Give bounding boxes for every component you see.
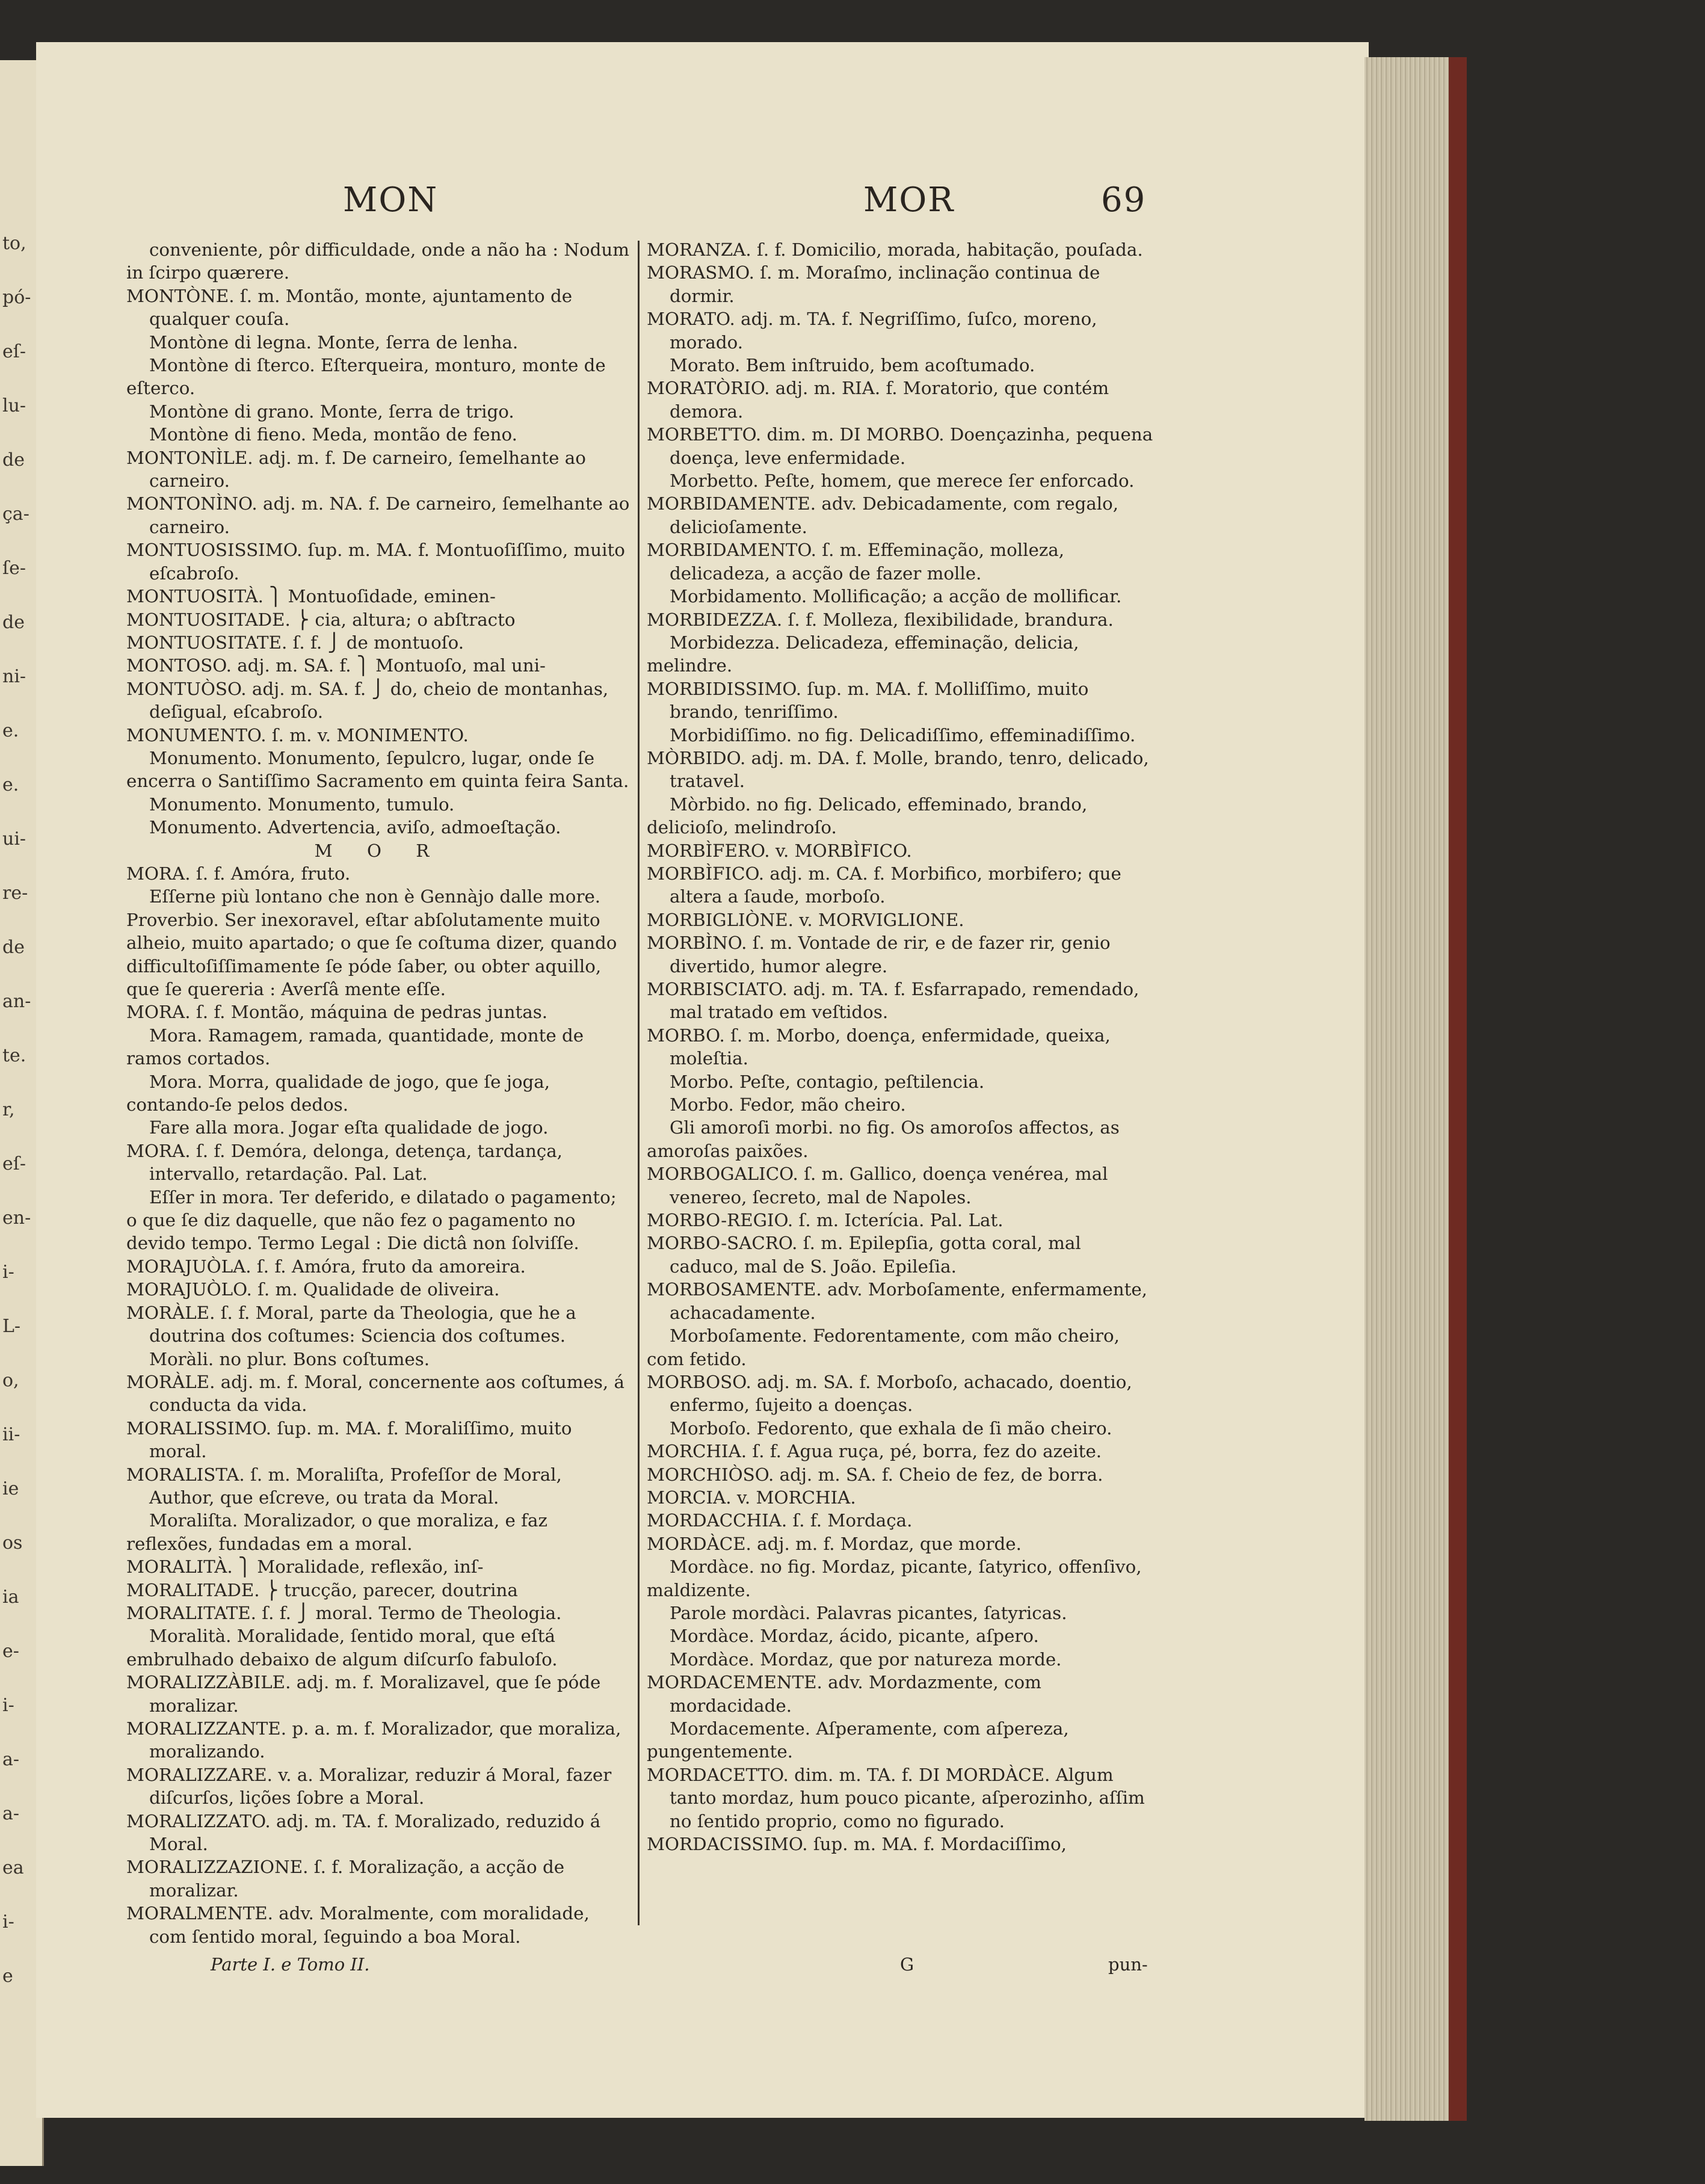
dictionary-entry: Mordàce. Mordaz, que por natureza morde. (670, 1649, 1062, 1670)
dictionary-entry: Morbo. Fedor, mão cheiro. (670, 1094, 906, 1115)
dictionary-entry: Moràli. no plur. Bons coſtumes. (149, 1348, 430, 1369)
dictionary-entry: MORATO. adj. m. TA. f. Negriſſimo, ſuſco, moreno, morado. (647, 309, 1097, 353)
dictionary-entry: Mora. Ramagem, ramada, quantidade, monte de ramos cortados. (126, 1025, 584, 1069)
dictionary-entry: Morbetto. Peſte, homem, que merece ſer enforcado. (670, 470, 1135, 492)
dictionary-entry: MORBO. ſ. m. Morbo, doença, enfermidade, queixa, moleſtia. (647, 1025, 1111, 1069)
left-page-fragment: a- (2, 1803, 20, 1824)
dictionary-entry: MORDACEMENTE. adv. Mordazmente, com mordacidade. (647, 1672, 1041, 1716)
dictionary-entry: MORBO-SACRO. ſ. m. Epilepſia, gotta coral, mal caduco, mal de S. João. Epileſia. (647, 1233, 1081, 1277)
left-page-fragment: ça- (2, 504, 29, 525)
dictionary-entry: MORAJUÒLO. ſ. m. Qualidade de oliveira. (126, 1279, 500, 1300)
dictionary-entry: Montòne di fieno. Meda, montão de feno. (149, 424, 517, 445)
dictionary-entry: Mora. Morra, qualidade de jogo, que ſe joga, contando-ſe pelos dedos. (126, 1071, 550, 1115)
dictionary-entry: MORALMENTE. adv. Moralmente, com moralidade, com ſentido moral, ſeguindo a boa Moral. (126, 1903, 590, 1947)
dictionary-entry: MORBIDAMENTO. ſ. m. Effeminação, molleza, delicadeza, a acção de fazer molle. (647, 540, 1065, 584)
dictionary-entry: Morbo. Peſte, contagio, peſtilencia. (670, 1071, 985, 1092)
dictionary-entry: Morbidiſſimo. no fig. Delicadiſſimo, effeminadiſſimo. (670, 724, 1136, 745)
column-rule (638, 241, 640, 1925)
left-page-fragment: a- (2, 1749, 20, 1770)
dictionary-entry: Morbidamento. Mollificação; a acção de mollificar. (670, 586, 1122, 607)
left-page-fragment: ſe- (2, 558, 26, 579)
dictionary-entry: MORDACETTO. dim. m. TA. f. DI MORDÀCE. Algum tanto mordaz, hum pouco picante, aſperozinho, aſſim no ſentido proprio, como no figurado. (647, 1764, 1145, 1831)
page-block-edge (1364, 57, 1467, 2121)
dictionary-entry: MORA. ſ. f. Montão, máquina de pedras juntas. (126, 1002, 548, 1023)
left-page-fragment: eſ- (2, 341, 26, 362)
dictionary-entry: MÒRBIDO. adj. m. DA. f. Molle, brando, tenro, delicado, tratavel. (647, 747, 1149, 792)
left-page-fragment: ia (2, 1587, 19, 1608)
catchword: pun- (1108, 1954, 1148, 1975)
left-page-fragment: en- (2, 1208, 31, 1229)
dictionary-entry: Morato. Bem inſtruido, bem acoſtumado. (670, 355, 1035, 376)
dictionary-entry: MORDACISSIMO. ſup. m. MA. f. Mordaciſſimo, (647, 1834, 1067, 1855)
dictionary-entry: Monumento. Monumento, tumulo. (149, 794, 455, 815)
dictionary-entry: MONTUOSITÀ. ⎫ Montuoſidade, eminen- (126, 586, 496, 607)
dictionary-entry: MORBÌFICO. adj. m. CA. f. Morbifico, morbifero; que altera a ſaude, morboſo. (647, 863, 1121, 907)
dictionary-entry: MORALIZZÀBILE. adj. m. f. Moralizavel, que ſe póde moralizar. (126, 1672, 601, 1716)
dictionary-entry: conveniente, pôr difficuldade, onde a não ha : Nodum in ſcirpo quærere. (126, 239, 630, 283)
dictionary-entry: MORALISTA. ſ. m. Moraliſta, Profeſſor de Moral, Author, que eſcreve, ou trata da Moral. (126, 1464, 562, 1508)
left-page-fragment: e. (2, 720, 19, 741)
dictionary-entry: MORÀLE. ſ. f. Moral, parte da Theologia, que he a doutrina dos coſtumes: Sciencia dos coſtumes. (126, 1302, 576, 1346)
left-page-fragment: e- (2, 1641, 19, 1662)
dictionary-entry: Morbidezza. Delicadeza, effeminação, delicia, melindre. (647, 632, 1079, 676)
dictionary-entry: MORASMO. ſ. m. Moraſmo, inclinação continua de dormir. (647, 262, 1100, 306)
dictionary-entry: MONTOSO. adj. m. SA. f. ⎫ Montuoſo, mal uni- (126, 655, 546, 676)
dictionary-entry: MORALISSIMO. ſup. m. MA. f. Moraliſſimo, muito moral. (126, 1417, 572, 1462)
dictionary-entry: MONTONÌLE. adj. m. f. De carneiro, ſemelhante ao carneiro. (126, 447, 586, 492)
left-page-fragment: re- (2, 883, 28, 904)
left-page-fragment: ui- (2, 828, 26, 850)
left-page-fragment: os (2, 1532, 23, 1553)
dictionary-entry: Monumento. Monumento, ſepulcro, lugar, onde ſe encerra o Santiſſimo Sacramento em quinta feira Santa. (126, 747, 629, 792)
dictionary-entry: MORBIGLIÒNE. v. MORVIGLIONE. (647, 909, 964, 930)
dictionary-entry: MONTONÌNO. adj. m. NA. f. De carneiro, ſemelhante ao carneiro. (126, 493, 630, 537)
dictionary-entry: Fare alla mora. Jogar eſta qualidade de jogo. (149, 1117, 549, 1138)
dictionary-entry: MONTUÒSO. adj. m. SA. f. ⎭ do, cheio de montanhas, deſigual, eſcabroſo. (126, 678, 609, 723)
left-page-fragment: te. (2, 1045, 26, 1066)
dictionary-entry: MORAJUÒLA. ſ. f. Amóra, fruto da amoreira. (126, 1256, 526, 1277)
dictionary-entry: MORBIDAMENTE. adv. Debicadamente, com regalo, delicioſamente. (647, 493, 1119, 537)
dictionary-entry: MORBIDISSIMO. ſup. m. MA. f. Molliſſimo, muito brando, tenriſſimo. (647, 678, 1089, 723)
dictionary-entry: Parole mordàci. Palavras picantes, ſatyricas. (670, 1602, 1067, 1623)
dictionary-entry: MORBOGALICO. ſ. m. Gallico, doença venérea, mal venereo, ſecreto, mal de Napoles. (647, 1164, 1108, 1208)
dictionary-entry: Morboſo. Fedorento, que exhala de ſi mão cheiro. (670, 1417, 1112, 1439)
dictionary-entry: MORCHIÒSO. adj. m. SA. f. Cheio de fez, de borra. (647, 1464, 1103, 1485)
dictionary-entry: MORBÌNO. ſ. m. Vontade de rir, e de fazer rir, genio divertido, humor alegre. (647, 933, 1111, 976)
left-page-fragment: ie (2, 1478, 19, 1499)
dictionary-entry: Gli amoroſi morbi. no fig. Os amoroſos affectos, as amoroſas paixões. (647, 1117, 1120, 1161)
left-column (126, 238, 632, 1948)
dictionary-entry: MORA. ſ. f. Demóra, delonga, detença, tardança, intervallo, retardação. Pal. Lat. (126, 1140, 563, 1185)
dictionary-entry: MORATÒRIO. adj. m. RIA. f. Moratorio, que contém demora. (647, 378, 1109, 422)
left-page-fragment: e. (2, 774, 19, 795)
dictionary-entry: MORALIZZAZIONE. ſ. f. Moralização, a acção de moralizar. (126, 1857, 565, 1901)
dictionary-entry: MORBÌFERO. v. MORBÌFICO. (647, 840, 912, 861)
dictionary-entry: Eſſerne più lontano che non è Gennàjo dalle more. Proverbio. Ser inexoravel, eſtar abſolutamente muito alheio, muito apartado; o que ſe coſtuma dizer, quando difficultoſiſſimamente ſe póde ſaber, ou obter aquillo, que ſe quereria : Averſâ mente eſſe. (126, 886, 617, 999)
dictionary-entry: Montòne di legna. Monte, ſerra de lenha. (149, 332, 519, 353)
running-head-left: MON (343, 180, 439, 220)
left-page-fragment: de (2, 449, 25, 470)
dictionary-entry: Moraliſta. Moralizador, o que moraliza, e faz reflexões, fundadas em a moral. (126, 1510, 547, 1554)
dictionary-entry: Mòrbido. no fig. Delicado, effeminado, brando, delicioſo, melindroſo. (647, 794, 1088, 838)
left-page-fragment: o, (2, 1370, 19, 1391)
dictionary-entry: MORDÀCE. adj. m. f. Mordaz, que morde. (647, 1533, 1022, 1554)
dictionary-entry: MORBO-REGIO. ſ. m. Icterícia. Pal. Lat. (647, 1210, 1004, 1231)
dictionary-entry: MORA. ſ. f. Amóra, fruto. (126, 863, 351, 884)
footer-signature: Parte I. e Tomo II. (211, 1954, 370, 1975)
right-column (647, 238, 1155, 1855)
left-page-fragment: ea (2, 1857, 24, 1878)
dictionary-entry: MORCIA. v. MORCHIA. (647, 1487, 856, 1508)
dictionary-entry: MONTUOSITATE. ſ. f. ⎭ de montuoſo. (126, 632, 464, 653)
left-page-fragment: eſ- (2, 1153, 26, 1174)
left-page-fragment: L- (2, 1316, 21, 1337)
dictionary-entry: MORBETTO. dim. m. DI MORBO. Doençazinha, pequena doença, leve enfermidade. (647, 424, 1153, 468)
dictionary-entry: MONTUOSITADE. ⎬ cia, altura; o abſtracto (126, 609, 516, 630)
dictionary-entry: MORCHIA. ſ. f. Agua ruça, pé, borra, fez do azeite. (647, 1441, 1102, 1462)
dictionary-entry: MORBOSO. adj. m. SA. f. Morboſo, achacado, doentio, enfermo, ſujeito a doenças. (647, 1371, 1132, 1416)
dictionary-entry: MONTUOSISSIMO. ſup. m. MA. f. Montuoſiſſimo, muito eſcabroſo. (126, 540, 625, 584)
dictionary-entry: Monumento. Advertencia, aviſo, admoeſtação. (149, 817, 561, 838)
left-page-fragment: i- (2, 1262, 14, 1283)
dictionary-entry: MORALIZZATO. adj. m. TA. f. Moralizado, reduzido á Moral. (126, 1810, 601, 1855)
dictionary-entry: Morboſamente. Fedorentamente, com mão cheiro, com fetido. (647, 1325, 1120, 1369)
dictionary-entry: MORÀLE. adj. m. f. Moral, concernente aos coſtumes, á conducta da vida. (126, 1371, 624, 1416)
dictionary-entry: MORDACCHIA. ſ. f. Mordaça. (647, 1510, 913, 1531)
left-page-fragment: ni- (2, 666, 26, 687)
dictionary-entry: MORALIZZARE. v. a. Moralizar, reduzir á Moral, fazer diſcurſos, lições ſobre a Moral. (126, 1764, 612, 1809)
dictionary-entry: Montòne di ſterco. Eſterqueira, monturo, monte de eſterco. (126, 355, 606, 399)
left-page-fragment: i- (2, 1695, 14, 1716)
dictionary-entry: M O R (314, 840, 444, 861)
dictionary-entry: MORBIDEZZA. ſ. f. Molleza, flexibilidade, brandura. (647, 609, 1114, 630)
dictionary-entry: Mordacemente. Aſperamente, com aſpereza, pungentemente. (647, 1718, 1069, 1762)
dictionary-entry: MORALITÀ. ⎫ Moralidade, reflexão, inſ- (126, 1556, 484, 1578)
dictionary-entry: Eſſer in mora. Ter deferido, e dilatado o pagamento; o que ſe diz daquelle, que não fez o pagamento no devido tempo. Termo Legal : Die dictâ non ſolviſſe. (126, 1186, 617, 1254)
left-page-fragment: pó- (2, 287, 31, 308)
running-head-right: MOR (863, 180, 955, 220)
dictionary-entry: MORBOSAMENTE. adv. Morboſamente, enfermamente, achacadamente. (647, 1279, 1147, 1323)
dictionary-entry: Montòne di grano. Monte, ſerra de trigo. (149, 401, 514, 422)
left-page-fragment: an- (2, 991, 31, 1012)
dictionary-entry: MONTÒNE. ſ. m. Montão, monte, ajuntamento de qualquer couſa. (126, 285, 573, 330)
dictionary-entry: MORALITADE. ⎬ trucção, parecer, doutrina (126, 1579, 518, 1600)
page-number: 69 (1101, 180, 1147, 220)
dictionary-entry: Moralità. Moralidade, ſentido moral, que eſtá embrulhado debaixo de algum diſcurſo fabuloſo. (126, 1626, 558, 1670)
left-page-fragment: to, (2, 233, 26, 254)
dictionary-entry: MORALITATE. ſ. f. ⎭ moral. Termo de Theologia. (126, 1602, 562, 1623)
dictionary-entry: MORANZA. ſ. f. Domicilio, morada, habitação, pouſada. (647, 239, 1143, 260)
left-page-fragment: ii- (2, 1424, 20, 1445)
dictionary-entry: Mordàce. no fig. Mordaz, picante, ſatyrico, offenſivo, maldizente. (647, 1556, 1142, 1600)
left-page-fragment: de (2, 612, 25, 633)
dictionary-entry: MORALIZZANTE. p. a. m. f. Moralizador, que moraliza, moralizando. (126, 1718, 621, 1762)
left-page-fragment: i- (2, 1911, 14, 1933)
dictionary-entry: MORBISCIATO. adj. m. TA. f. Esfarrapado, remendado, mal tratado em veſtidos. (647, 979, 1139, 1023)
left-page-fragment: de (2, 937, 25, 958)
left-page-fragment: lu- (2, 395, 26, 416)
left-page-fragment: r, (2, 1099, 15, 1120)
signature-mark: G (900, 1954, 914, 1975)
left-page-fragment: e (2, 1966, 13, 1987)
dictionary-entry: MONUMENTO. ſ. m. v. MONIMENTO. (126, 724, 469, 745)
dictionary-entry: Mordàce. Mordaz, ácido, picante, aſpero. (670, 1626, 1039, 1647)
